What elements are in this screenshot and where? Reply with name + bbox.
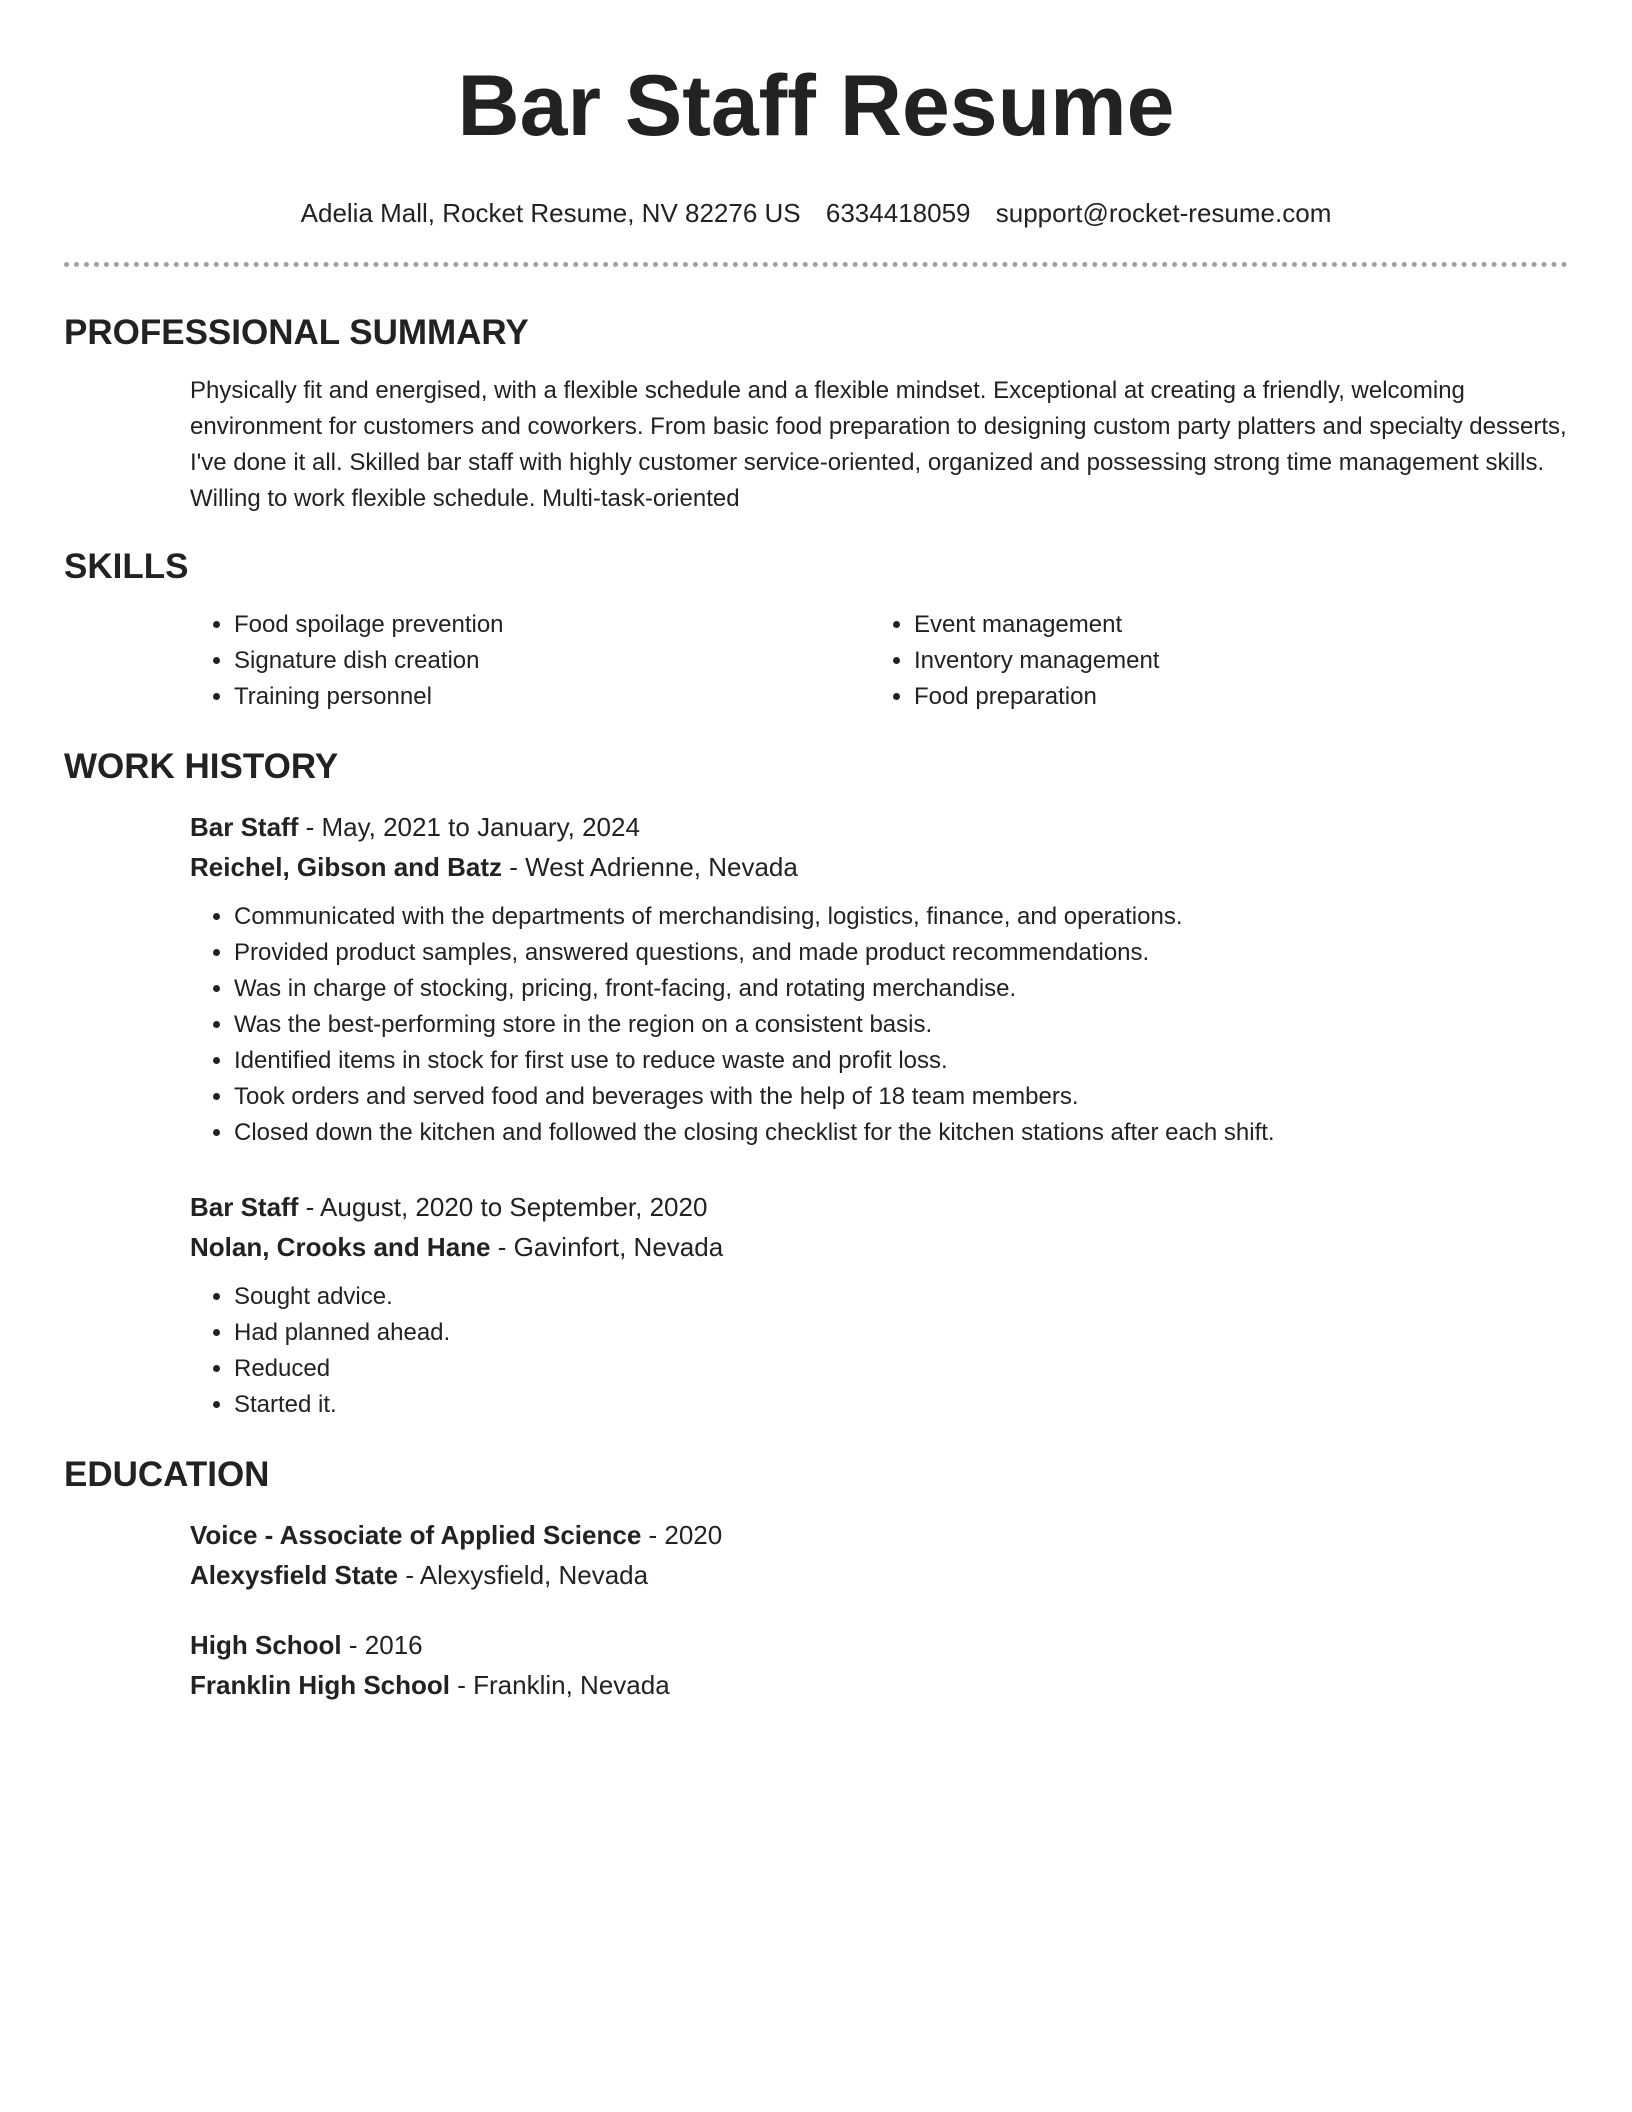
job-duties bbox=[190, 899, 1568, 1151]
job-title: Bar Staff bbox=[190, 1192, 299, 1222]
job-duty: • Had planned ahead. bbox=[234, 1315, 1568, 1351]
job-duty: • Provided product samples, answered questions, and made product recommendations. bbox=[234, 935, 1568, 971]
resume-title: Bar Staff Resume bbox=[457, 58, 1175, 154]
job-duty: • Reduced bbox=[234, 1351, 1568, 1387]
degree-line bbox=[190, 1625, 1568, 1665]
school: Alexysfield State bbox=[190, 1560, 399, 1590]
job-duty: • Identified items in stock for first use to reduce waste and profit loss. bbox=[234, 1043, 1568, 1079]
school: Franklin High School bbox=[190, 1670, 451, 1700]
job-title-line bbox=[190, 1187, 1568, 1227]
job-duty: • Closed down the kitchen and followed the closing checklist for the kitchen stations after each shift. bbox=[234, 1115, 1568, 1151]
school-line bbox=[190, 1555, 1568, 1595]
school-line bbox=[190, 1665, 1568, 1705]
job-duties bbox=[190, 1279, 1568, 1423]
education-entry bbox=[190, 1515, 1568, 1595]
skill-item: • Food preparation bbox=[914, 679, 1550, 715]
job-location: - Gavinfort, Nevada bbox=[490, 1232, 724, 1262]
contact-phone: 6334418059 bbox=[825, 198, 971, 228]
job-duty: • Started it. bbox=[234, 1387, 1568, 1423]
skill-item: • Event management bbox=[914, 607, 1550, 643]
degree: High School bbox=[190, 1630, 342, 1660]
job-duty: • Communicated with the departments of merchandising, logistics, finance, and operations. bbox=[234, 899, 1568, 935]
school-location: - Franklin, Nevada bbox=[450, 1670, 670, 1700]
summary-heading: PROFESSIONAL SUMMARY bbox=[64, 313, 529, 352]
school-location: - Alexysfield, Nevada bbox=[398, 1560, 649, 1590]
contact-address: Adelia Mall, Rocket Resume, NV 82276 US bbox=[300, 198, 801, 228]
job-duty: • Was the best-performing store in the region on a consistent basis. bbox=[234, 1007, 1568, 1043]
degree-year: - 2016 bbox=[341, 1630, 423, 1660]
job-dates: - August, 2020 to September, 2020 bbox=[298, 1192, 708, 1222]
skills-list-right bbox=[870, 607, 1550, 715]
degree-line bbox=[190, 1515, 1568, 1555]
contact-email: support@rocket-resume.com bbox=[995, 198, 1332, 228]
work-history-section bbox=[190, 807, 1568, 1423]
skill-item: • Training personnel bbox=[234, 679, 870, 715]
skill-item: • Signature dish creation bbox=[234, 643, 870, 679]
job-location: - West Adrienne, Nevada bbox=[502, 852, 798, 882]
job-entry bbox=[190, 807, 1568, 1151]
job-duty: • Was in charge of stocking, pricing, front-facing, and rotating merchandise. bbox=[234, 971, 1568, 1007]
summary-section bbox=[190, 373, 1568, 517]
contact-line bbox=[64, 196, 1568, 230]
education-entry bbox=[190, 1625, 1568, 1705]
job-company-line bbox=[190, 847, 1568, 887]
job-title-line bbox=[190, 807, 1568, 847]
education-heading: EDUCATION bbox=[64, 1455, 270, 1494]
job-title: Bar Staff bbox=[190, 812, 299, 842]
job-company: Nolan, Crooks and Hane bbox=[190, 1232, 491, 1262]
job-company: Reichel, Gibson and Batz bbox=[190, 852, 503, 882]
job-duty: • Sought advice. bbox=[234, 1279, 1568, 1315]
skills-section bbox=[190, 607, 1568, 715]
header-divider bbox=[64, 262, 1568, 267]
skill-item: • Food spoilage prevention bbox=[234, 607, 870, 643]
skill-item: • Inventory management bbox=[914, 643, 1550, 679]
work-history-heading: WORK HISTORY bbox=[64, 747, 339, 786]
summary-text: Physically fit and energised, with a flexible schedule and a flexible mindset. Exceptional at creating a friendly, welcoming environment for customers and coworkers. From basic food preparation to designing custom party platters and specialty desserts, I've done it all. Skilled bar staff with highly customer service-oriented, organized and possessing strong time management skills. Willing to work flexible schedule. Multi-task-oriented bbox=[190, 377, 1567, 512]
job-dates: - May, 2021 to January, 2024 bbox=[298, 812, 640, 842]
skills-heading: SKILLS bbox=[64, 547, 189, 586]
job-company-line bbox=[190, 1227, 1568, 1267]
education-section bbox=[190, 1515, 1568, 1705]
job-entry bbox=[190, 1187, 1568, 1423]
skills-list-left bbox=[190, 607, 870, 715]
job-duty: • Took orders and served food and beverages with the help of 18 team members. bbox=[234, 1079, 1568, 1115]
degree-year: - 2020 bbox=[641, 1520, 723, 1550]
degree: Voice - Associate of Applied Science bbox=[190, 1520, 642, 1550]
